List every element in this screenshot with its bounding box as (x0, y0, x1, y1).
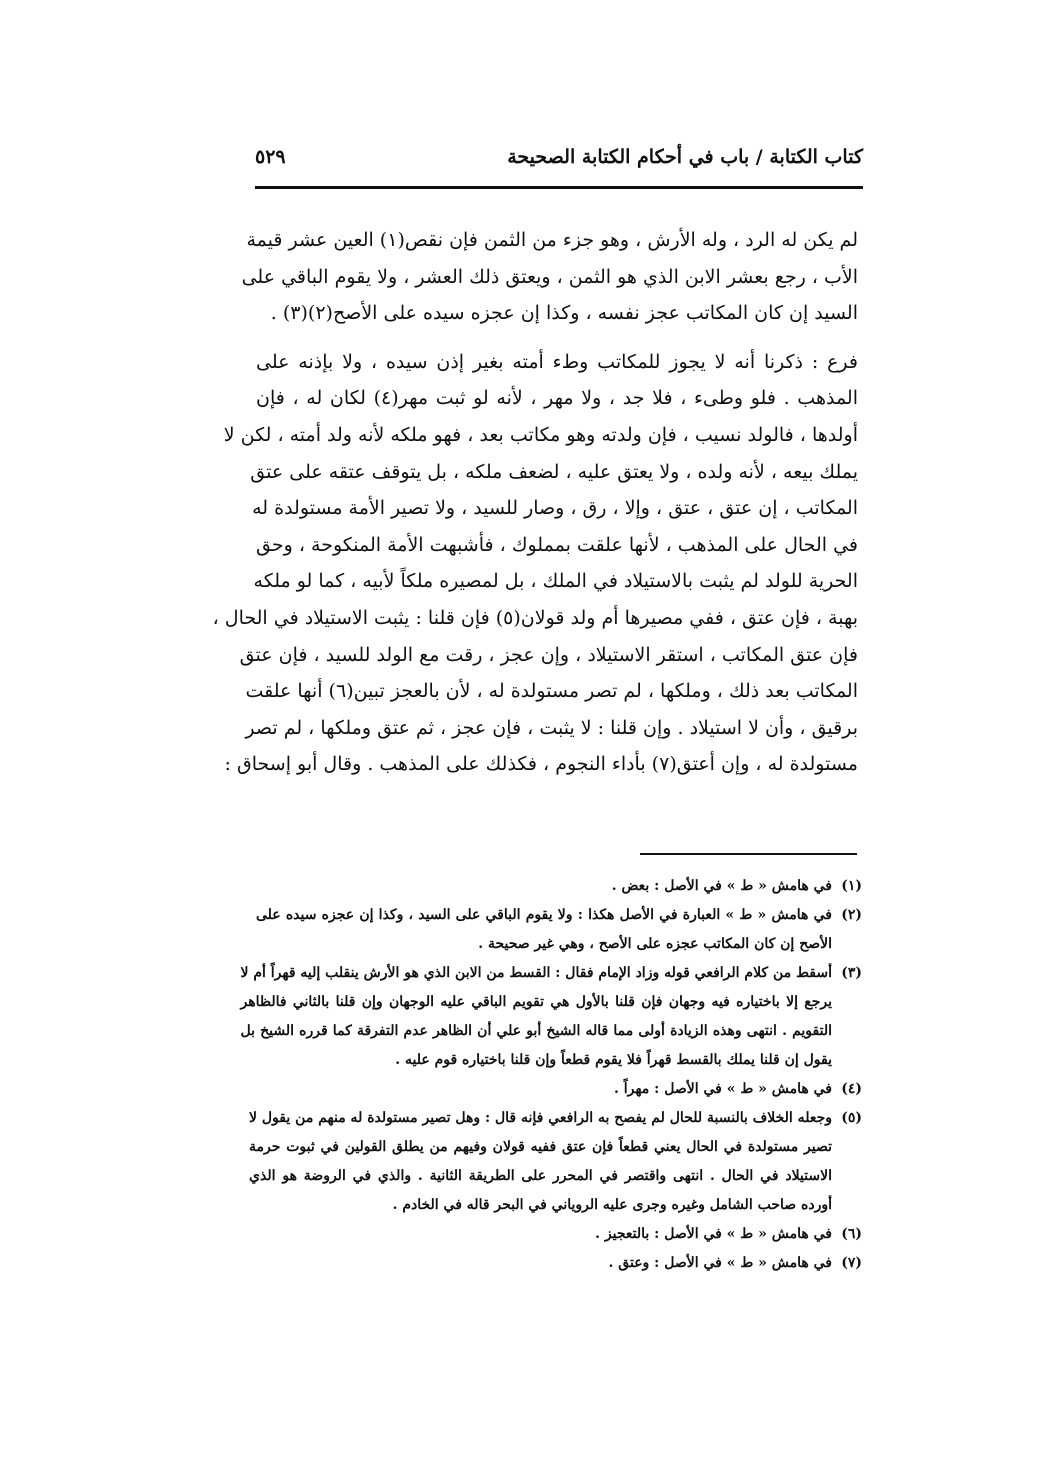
text-line: فرع : ذكرنا أنه لا يجوز للمكاتب وطء أمته بغير إذن سيده ، ولا بإذنه على (256, 350, 858, 373)
footnote-line: في هامش « ط » في الأصل : مهراً . (613, 1081, 832, 1097)
running-header (255, 146, 863, 178)
footnote (256, 901, 862, 959)
footnote-line: الاستيلاد في الحال . انتهى واقتصر في المحرر على الطريقة الثانية . والذي في الروضة هو الذي (249, 1168, 832, 1184)
footnote-number: (٣) (841, 965, 862, 981)
footnote-line: أسقط من كلام الرافعي قوله وزاد الإمام فقال : القسط من الابن الذي هو الأرش ينقلب إليه قهراً أم لا (240, 965, 832, 981)
text-line: فإن عتق المكاتب ، استقر الاستيلاد ، وإن عجز ، رقت مع الولد للسيد ، فإن عتق (239, 643, 858, 666)
text-line: مستولدة له ، وإن أعتق(٧) بأداء النجوم ، فكذلك على المذهب . وقال أبو إسحاق : (224, 753, 858, 776)
text-line: المكاتب ، إن عتق ، عتق ، وإلا ، رق ، وصار للسيد ، ولا تصير الأمة مستولدة له (252, 497, 858, 520)
footnote-line: في هامش « ط » في الأصل : وعتق . (608, 1255, 832, 1271)
footnote-number: (٤) (841, 1081, 862, 1097)
page-number: ٥٢٩ (255, 146, 286, 168)
footnote-number: (٢) (841, 907, 862, 923)
text-line: السيد إن كان المكاتب عجز نفسه ، وكذا إن عجزه سيده على الأصح(٢)(٣) . (270, 302, 858, 325)
footnote (256, 1220, 862, 1249)
footnote (256, 872, 862, 901)
text-line: يملك بيعه ، لأنه ولده ، ولا يعتق عليه ، لضعف ملكه ، بل يتوقف عتقه على عتق (250, 460, 858, 483)
footnote-number: (٥) (841, 1110, 862, 1126)
header-rule (255, 186, 863, 189)
text-line: لم يكن له الرد ، وله الأرش ، وهو جزء من الثمن فإن نقص(١) العين عشر قيمة (246, 229, 858, 251)
paragraph-gap (256, 332, 858, 344)
footnote-number: (٧) (841, 1255, 862, 1271)
footnote-line: في هامش « ط » العبارة في الأصل هكذا : ولا يقوم الباقي على السيد ، وكذا إن عجزه سيده على (256, 907, 832, 923)
text-line: المكاتب بعد ذلك ، وملكها ، لم تصر مستولدة له ، لأن بالعجز تبين(٦) أنها علقت (245, 680, 858, 703)
footnote (256, 1249, 862, 1278)
text-line: برقيق ، وأن لا استيلاد . وإن قلنا : لا يثبت ، فإن عجز ، ثم عتق وملكها ، لم تصر (245, 716, 858, 739)
footnote (256, 1075, 862, 1104)
footnote-line: وجعله الخلاف بالنسبة للحال لم يفصح به الرافعي فإنه قال : وهل تصير مستولدة له منهم من يقول لا (249, 1110, 832, 1126)
footnotes (240, 872, 862, 1278)
footnote-separator (640, 853, 857, 855)
footnote-line: في هامش « ط » في الأصل : بالتعجيز . (595, 1226, 832, 1242)
footnote-line: أورده صاحب الشامل وغيره وجرى عليه الروياني في البحر قاله في الخادم . (392, 1197, 832, 1213)
paragraph (212, 344, 858, 783)
text-line: بهبة ، فإن عتق ، ففي مصيرها أم ولد قولان(٥) فإن قلنا : يثبت الاستيلاد في الحال ، (212, 606, 858, 629)
running-title: كتاب الكتابة / باب في أحكام الكتابة الصحيحة (507, 146, 863, 168)
footnote-number: (٦) (841, 1226, 862, 1242)
footnote-line: تصير مستولدة في الحال يعني قطعاً فإن عتق ففيه قولان وفيهم من يطلق القولين في ثبوت حرمة (249, 1139, 832, 1155)
text-line: المذهب . فلو وطىء ، فلا جد ، ولا مهر ، لأنه لو ثبت مهر(٤) لكان له ، فإن (256, 387, 858, 410)
footnote-line: في هامش « ط » في الأصل : بعض . (611, 878, 832, 894)
text-line: الأب ، رجع بعشر الابن الذي هو الثمن ، ويعتق ذلك العشر ، ولا يقوم الباقي على (241, 265, 858, 288)
text-line: الحرية للولد لم يثبت بالاستيلاد في الملك ، بل لمصيره ملكاً لأبيه ، كما لو ملكه (253, 570, 858, 593)
footnote-line: الأصح إن كان المكاتب عجزه على الأصح ، وهي غير صحيحة . (478, 936, 832, 952)
footnote-line: يقول إن قلنا يملك بالقسط قهراً فلا يقوم قطعاً وإن قلنا باختياره قوم عليه . (395, 1052, 832, 1068)
text-line: أولدها ، فالولد نسيب ، فإن ولدته وهو مكاتب بعد ، فهو ملكه لأنه ولد أمته ، لكن لا (223, 423, 858, 446)
footnote (240, 959, 862, 1075)
footnote-number: (١) (841, 878, 862, 894)
text-line: في الحال على المذهب ، لأنها علقت بمملوك ، فأشبهت الأمة المنكوحة ، وحق (256, 533, 858, 556)
footnote-line: يرجع إلا باختياره فيه وجهان فإن قلنا بالأول هي تقويم الباقي عليه الوجهان وإن قلنا بالثاني فالظاهر (240, 994, 832, 1010)
footnote (249, 1104, 862, 1220)
footnote-line: التقويم . انتهى وهذه الزيادة أولى مما قاله الشيخ أبو علي أن الظاهر عدم التفرقة كما قرره الشيخ بل (240, 1023, 832, 1039)
paragraph (241, 222, 858, 332)
main-text (212, 222, 858, 783)
